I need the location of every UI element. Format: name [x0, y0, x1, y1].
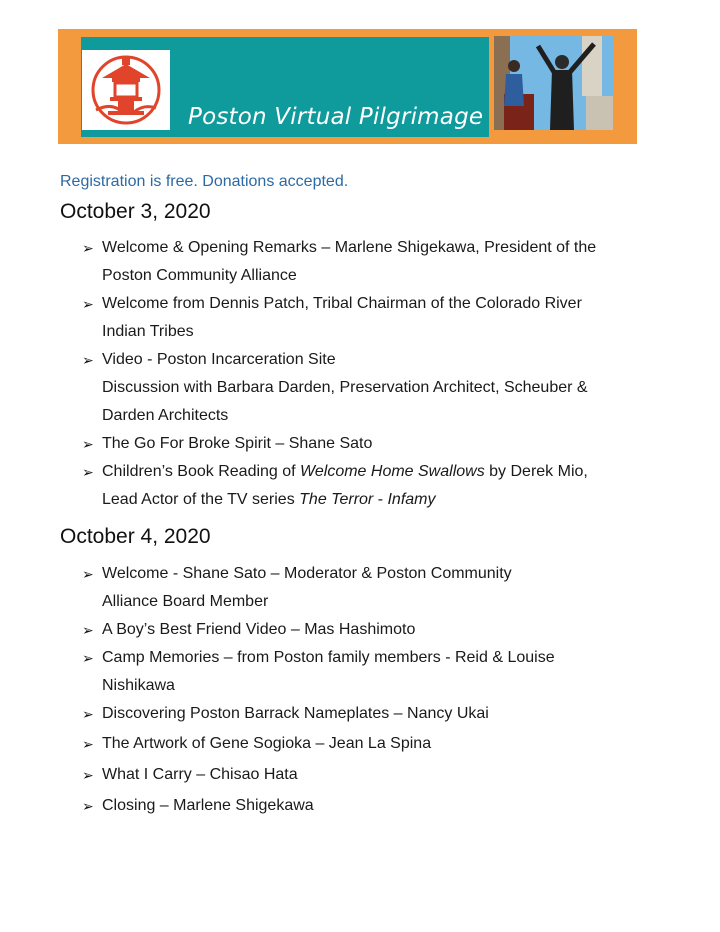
- arrow-bullet-icon: ➢: [82, 436, 94, 452]
- list-item: ➢ Welcome from Dennis Patch, Tribal Chairman of the Colorado River Indian Tribes: [82, 290, 596, 346]
- arrow-bullet-icon: ➢: [82, 767, 94, 783]
- day2-agenda-list: [82, 560, 555, 820]
- list-item: ➢ The Artwork of Gene Sogioka – Jean La Spina: [82, 730, 555, 758]
- list-item: ➢ Children’s Book Reading of Welcome Home Swallows by Derek Mio, Lead Actor of the TV series The Terror - Infamy: [82, 458, 596, 514]
- book-title: Welcome Home Swallows: [300, 463, 485, 480]
- arrow-bullet-icon: ➢: [82, 798, 94, 814]
- arrow-bullet-icon: ➢: [82, 352, 94, 368]
- arrow-bullet-icon: ➢: [82, 240, 94, 256]
- stone-lantern-logo-icon: [82, 50, 170, 130]
- list-item: ➢ A Boy’s Best Friend Video – Mas Hashimoto: [82, 616, 555, 644]
- day2-date-heading: October 4, 2020: [60, 525, 211, 548]
- list-item: ➢ Closing – Marlene Shigekawa: [82, 792, 555, 820]
- list-item: ➢ Welcome & Opening Remarks – Marlene Shigekawa, President of the Poston Community Alliance: [82, 234, 596, 290]
- arrow-bullet-icon: ➢: [82, 706, 94, 722]
- list-item: ➢ Video - Poston Incarceration Site Discussion with Barbara Darden, Preservation Architect, Scheuber & Darden Architects: [82, 346, 596, 430]
- arrow-bullet-icon: ➢: [82, 736, 94, 752]
- list-item: ➢ Welcome - Shane Sato – Moderator & Poston Community Alliance Board Member: [82, 560, 555, 616]
- list-item: ➢ The Go For Broke Spirit – Shane Sato: [82, 430, 596, 458]
- day1-date-heading: October 3, 2020: [60, 200, 211, 223]
- arrow-bullet-icon: ➢: [82, 464, 94, 480]
- performers-photo-icon: [494, 36, 613, 130]
- banner-title: Poston Virtual Pilgrimage: [188, 104, 484, 130]
- arrow-bullet-icon: ➢: [82, 566, 94, 582]
- list-item: ➢ Camp Memories – from Poston family members - Reid & Louise Nishikawa: [82, 644, 555, 700]
- list-item: ➢ Discovering Poston Barrack Nameplates – Nancy Ukai: [82, 700, 555, 728]
- day1-agenda-list: [82, 234, 596, 514]
- series-title: The Terror: [299, 491, 374, 508]
- arrow-bullet-icon: ➢: [82, 296, 94, 312]
- arrow-bullet-icon: ➢: [82, 650, 94, 666]
- list-item: ➢ What I Carry – Chisao Hata: [82, 761, 555, 789]
- arrow-bullet-icon: ➢: [82, 622, 94, 638]
- registration-note: Registration is free. Donations accepted.: [60, 173, 349, 190]
- series-subtitle: Infamy: [387, 491, 436, 508]
